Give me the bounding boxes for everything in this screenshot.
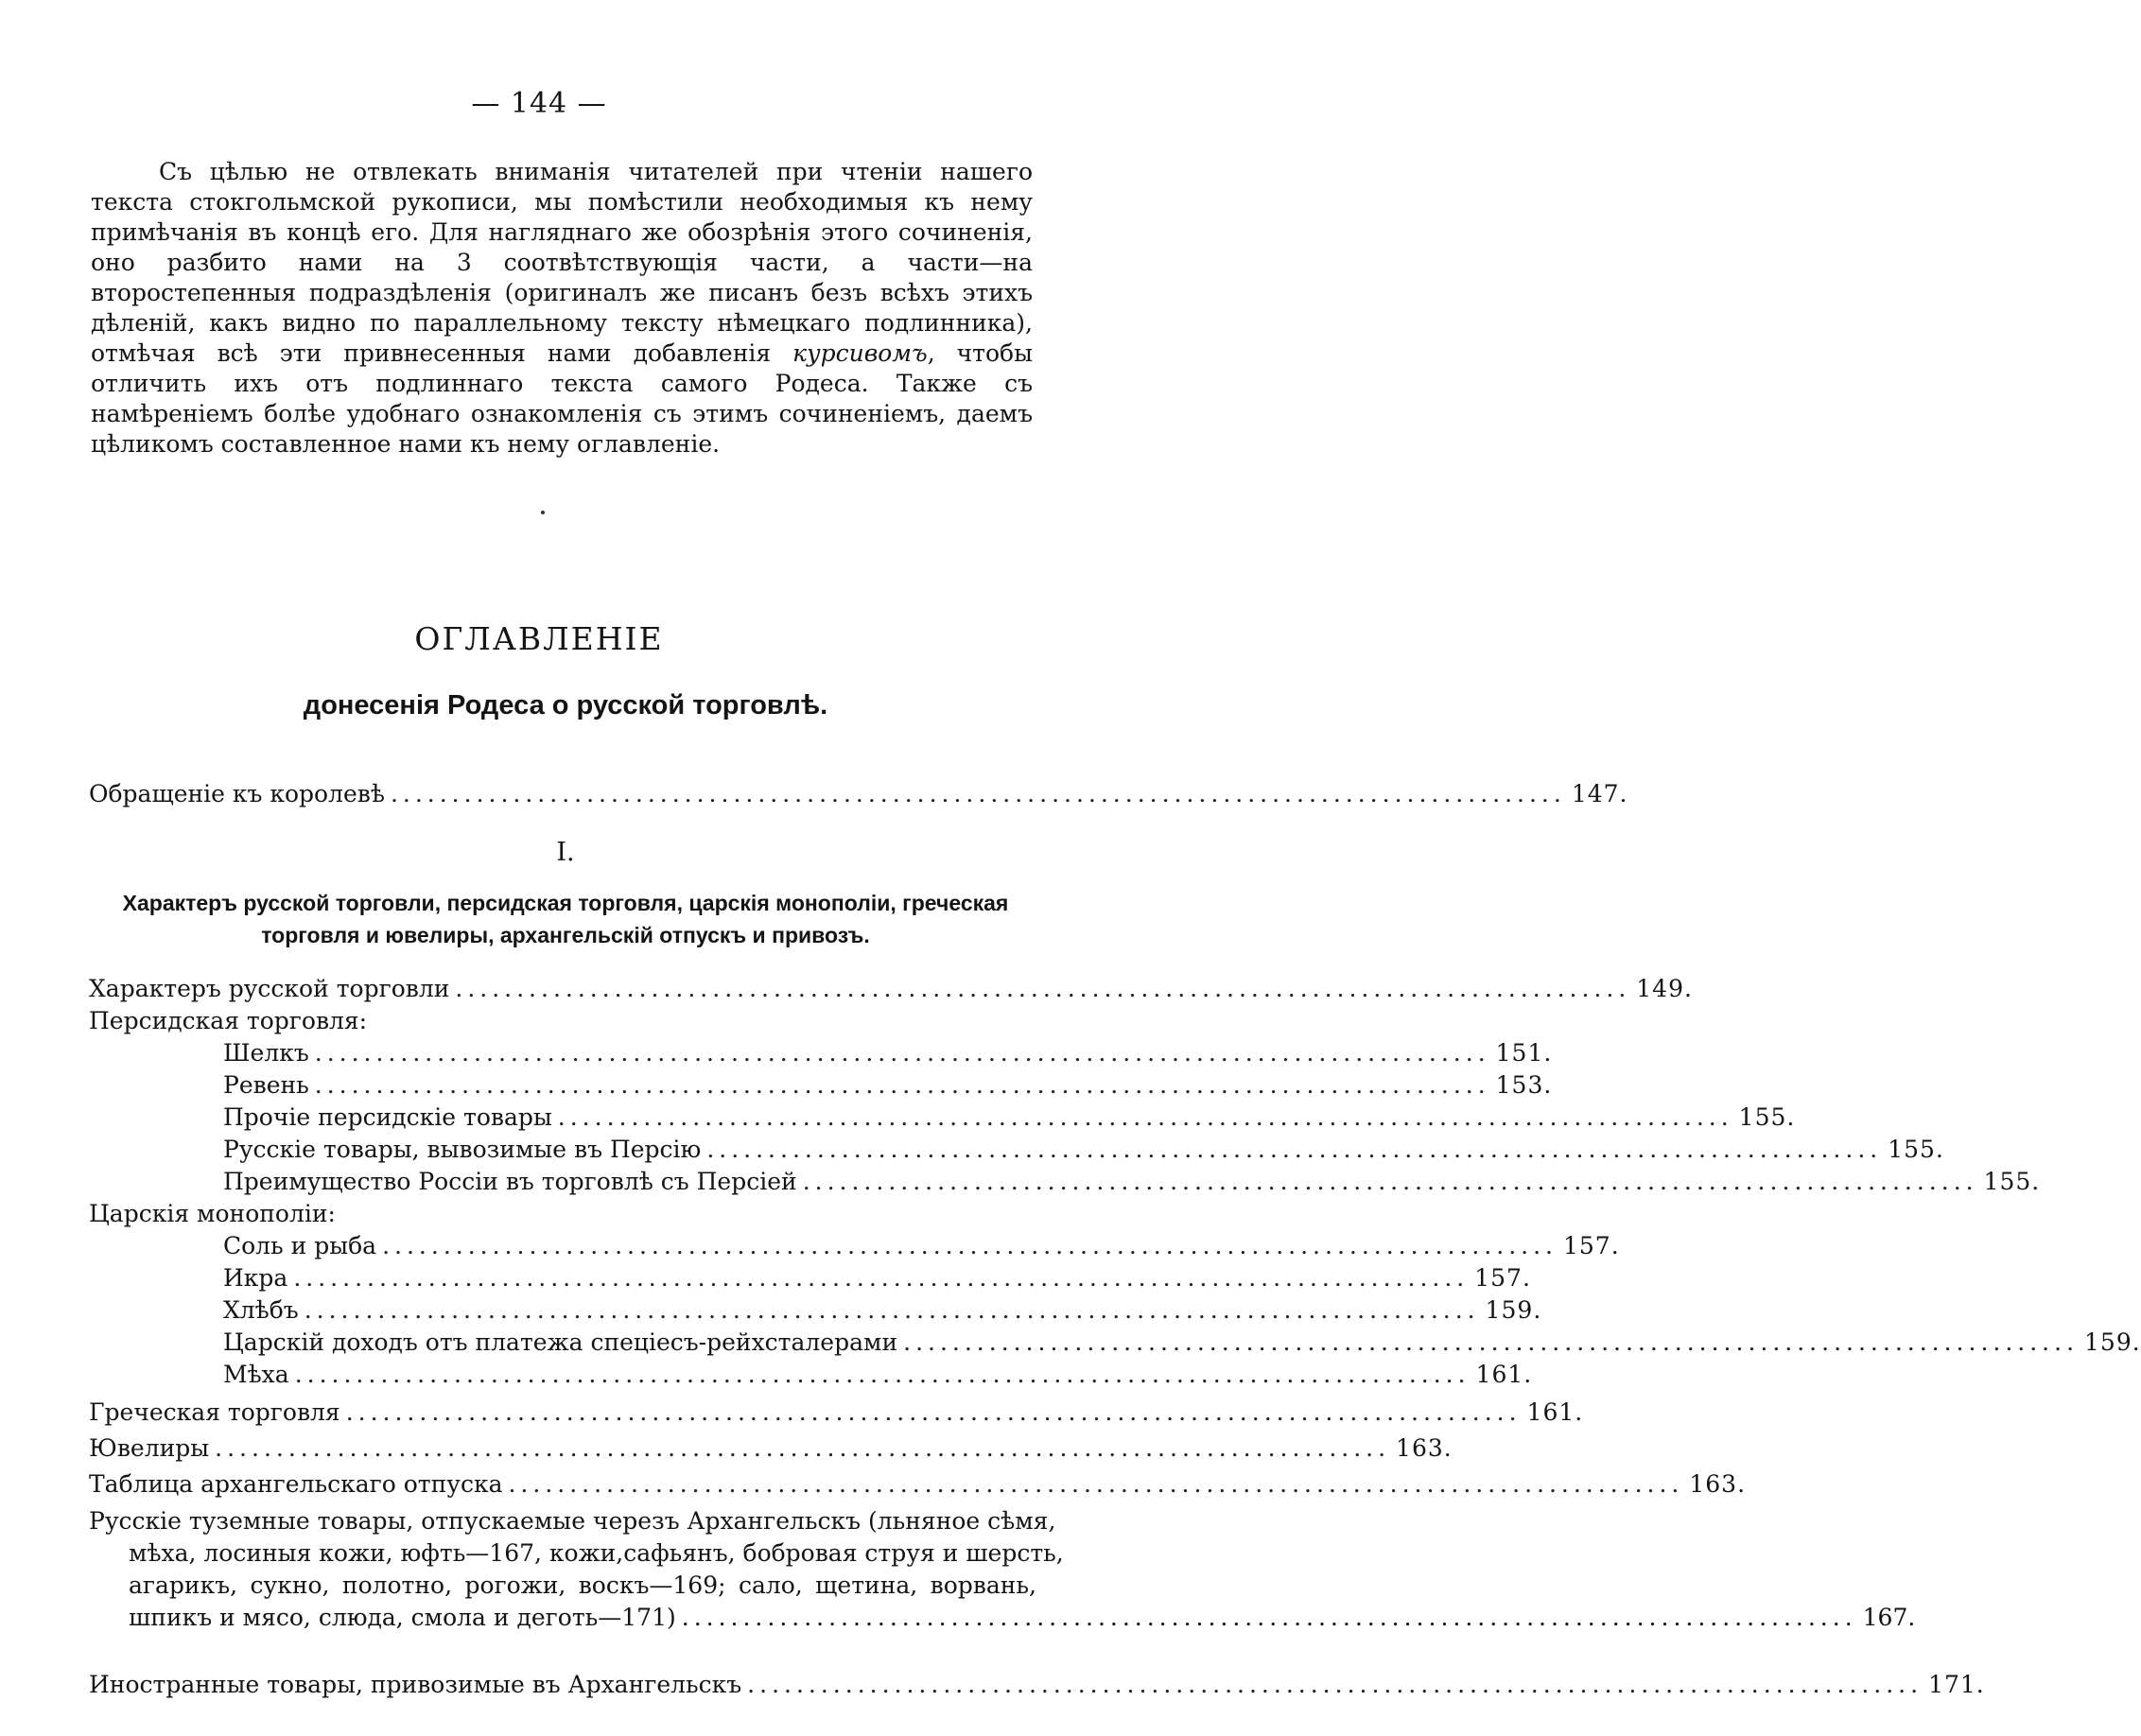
leader-dots: ................................................................................................ <box>382 1232 1558 1259</box>
toc-entry-page: 155. <box>1888 1136 1944 1163</box>
leader-dots: ................................................................................................ <box>294 1361 1471 1388</box>
scan-speck <box>541 511 545 514</box>
toc-entry-page: 155. <box>1738 1103 1796 1131</box>
toc-entry-page: 161. <box>1475 1361 1533 1388</box>
leader-dots: ................................................................................................ <box>314 1039 1490 1067</box>
toc-entry-multiline <box>89 1505 1916 1634</box>
toc-entry-label: Икра <box>223 1264 288 1292</box>
toc-entry-label: Греческая торговля <box>89 1398 340 1426</box>
toc-entry <box>223 1135 1944 1165</box>
toc-entry <box>89 1397 1584 1428</box>
toc-entry-page: 171. <box>1928 1671 1985 1698</box>
toc-entry-page: 159. <box>2084 1328 2141 1356</box>
toc-entry-page: 151. <box>1495 1039 1553 1067</box>
toc-entry <box>223 1167 2041 1197</box>
toc-entry <box>89 1433 1453 1464</box>
toc-entry-label: Прочіе персидскіе товары <box>223 1103 552 1131</box>
multiline-line-1: Русскіе туземные товары, отпускаемые черезъ Архангельскъ (льняное сѣмя, <box>89 1507 1056 1535</box>
toc-entry-label: Шелкъ <box>223 1039 309 1067</box>
toc-entry <box>223 1295 1542 1326</box>
toc-entry-page: 163. <box>1396 1434 1453 1462</box>
toc-entry <box>223 1231 1620 1261</box>
toc-entry-label: Преимущество Россіи въ торговлѣ съ Персіей <box>223 1168 797 1195</box>
section-number: I. <box>556 838 575 867</box>
leader-dots: ................................................................................................ <box>681 1604 1857 1631</box>
multiline-line-2: мѣха, лосиныя кожи, юфть—167, кожи,сафьянъ, бобровая струя и шерсть, <box>129 1539 1064 1567</box>
toc-entry-page: 167. <box>1862 1604 1916 1631</box>
leader-dots: ................................................................................................ <box>314 1071 1490 1099</box>
toc-entry-address <box>89 779 1628 809</box>
toc-entry-page: 161. <box>1526 1398 1584 1426</box>
toc-entry-page: 159. <box>1485 1296 1542 1324</box>
leader-dots: ................................................................................................ <box>747 1671 1923 1698</box>
page-number: — 144 — <box>471 87 607 120</box>
section-title-line-2: торговля и ювелиры, архангельскій отпускъ и привозъ. <box>261 923 870 947</box>
toc-entry <box>223 1360 1533 1390</box>
leader-dots: ................................................................................................ <box>455 975 1631 1002</box>
toc-entry-label: Обращеніе къ королевѣ <box>89 780 385 807</box>
toc-entry-label: Мѣха <box>223 1361 289 1388</box>
toc-entry <box>89 974 1693 1004</box>
leader-dots: ................................................................................................ <box>903 1328 2080 1356</box>
toc-entry <box>223 1263 1531 1293</box>
toc-entry-page: 157. <box>1562 1232 1620 1259</box>
toc-entry-page: 147. <box>1571 780 1628 807</box>
section-title <box>95 887 1036 951</box>
toc-entry <box>223 1038 1553 1068</box>
toc-entry-label: Царскій доходъ отъ платежа спецiесъ-рейхсталерами <box>223 1328 898 1356</box>
toc-entry-label: Соль и рыба <box>223 1232 377 1259</box>
leader-dots: ................................................................................................ <box>390 780 1566 807</box>
toc-entry-page: 163. <box>1689 1470 1747 1498</box>
toc-entry-label: Ювелиры <box>89 1434 210 1462</box>
toc-entry-last <box>89 1670 1985 1700</box>
toc-entry-page: 155. <box>1983 1168 2041 1195</box>
leader-dots: ................................................................................................ <box>345 1398 1522 1426</box>
toc-entry-page: 149. <box>1636 975 1693 1002</box>
toc-entry-label: Ревень <box>223 1071 309 1099</box>
intro-text-before: Съ цѣлью не отвлекать вниманія читателей при чтеніи нашего текста стокгольмской рукописи, мы помѣстили необходимыя къ нему примѣчанія въ концѣ его. Для нагляднаго же обозрѣнія этого сочиненія, оно разбито нами на 3 соотвѣтствующія части, а части—на второстепенныя подраздѣленія (оригиналъ же писанъ безъ всѣхъ этихъ дѣленій, какъ видно по параллельному тексту нѣмецкаго подлинника), отмѣчая всѣ эти привнесенныя нами добавленія <box>91 158 1033 367</box>
leader-dots: ................................................................................................ <box>557 1103 1733 1131</box>
toc-entry <box>223 1328 2141 1358</box>
leader-dots: ................................................................................................ <box>706 1136 1883 1163</box>
toc-group-heading: Персидская торговля: <box>89 1007 368 1034</box>
leader-dots: ................................................................................................ <box>215 1434 1391 1462</box>
toc-entry-label: Таблица архангельскаго отпуска <box>89 1470 503 1498</box>
leader-dots: ................................................................................................ <box>802 1168 1978 1195</box>
intro-italic-word: курсивомъ <box>792 339 928 367</box>
multiline-line-3: агарикъ, сукно, полотно, рогожи, воскъ—169; сало, щетина, ворвань, <box>129 1571 1036 1599</box>
leader-dots: ................................................................................................ <box>293 1264 1470 1292</box>
toc-entry-label: Русскіе товары, вывозимые въ Персію <box>223 1136 702 1163</box>
leader-dots: ................................................................................................ <box>304 1296 1480 1324</box>
intro-text-after: , чтобы отличить ихъ отъ подлиннаго текста самого Родеса. Также съ намѣреніемъ болѣе удобнаго ознакомленія съ этимъ сочиненіемъ, даемъ цѣликомъ составленное нами къ нему оглавленіе. <box>91 339 1033 458</box>
toc-entry-page: 153. <box>1495 1071 1553 1099</box>
toc-entry <box>223 1102 1796 1133</box>
toc-entry <box>89 1469 1747 1500</box>
section-title-line-1: Характеръ русской торговли, персидская торговля, царскія монополіи, греческая <box>122 891 1009 915</box>
toc-subtitle: донесенія Родеса о русской торговлѣ. <box>303 690 828 720</box>
leader-dots: ................................................................................................ <box>508 1470 1684 1498</box>
multiline-line-4 <box>89 1602 1916 1634</box>
toc-entry-label: Хлѣбъ <box>223 1296 299 1324</box>
toc-group-heading: Царскія монополіи: <box>89 1200 336 1227</box>
toc-entry-page: 157. <box>1474 1264 1531 1292</box>
toc-title: ОГЛАВЛЕНІЕ <box>414 620 664 657</box>
intro-paragraph <box>91 157 1033 460</box>
toc-entry-label: Характеръ русской торговли <box>89 975 450 1002</box>
multiline-last-label: шпикъ и мясо, слюда, смола и деготь—171) <box>129 1604 676 1631</box>
toc-entry <box>223 1070 1553 1101</box>
toc-entry-label: Иностранные товары, привозимые въ Архангельскъ <box>89 1671 742 1698</box>
